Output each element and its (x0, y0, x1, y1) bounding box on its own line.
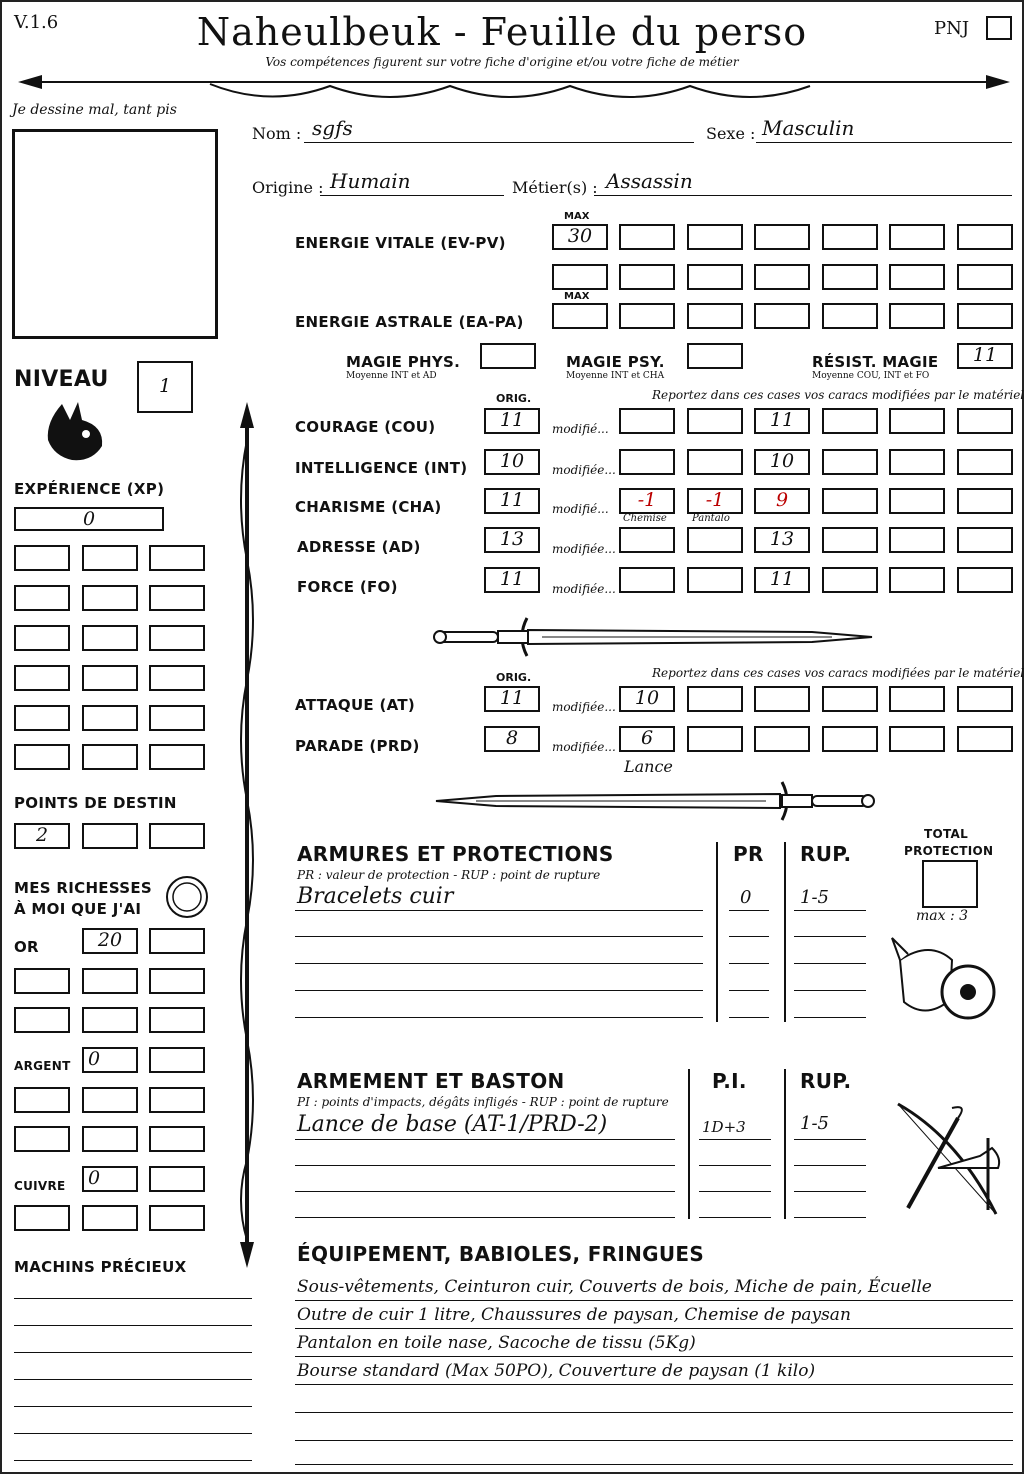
xp-cell[interactable] (149, 665, 205, 691)
helmet-shield-icon (890, 930, 1000, 1040)
at-cell[interactable] (957, 686, 1013, 712)
destin-cell[interactable] (149, 823, 205, 849)
ea-max-label: MAX (564, 291, 590, 302)
int-cell[interactable]: 10 (754, 449, 810, 475)
fo-cell[interactable]: 11 (754, 567, 810, 593)
metier-value[interactable]: Assassin (606, 169, 693, 193)
resist-magie-note: Moyenne COU, INT et FO (812, 371, 930, 381)
ea-label: ENERGIE ASTRALE (EA-PA) (295, 313, 524, 331)
or-cell[interactable] (14, 968, 70, 994)
xp-cell[interactable] (149, 705, 205, 731)
prd-cell[interactable] (889, 726, 945, 752)
xp-cell[interactable] (82, 585, 138, 611)
cha-cell[interactable]: -1 (619, 488, 675, 514)
cou-label: COURAGE (COU) (295, 418, 436, 436)
xp-cell[interactable] (149, 744, 205, 770)
fo-cell[interactable] (957, 567, 1013, 593)
destin-cell[interactable] (82, 823, 138, 849)
total-protection-label-2: PROTECTION (904, 844, 994, 858)
resist-magie-box[interactable]: 11 (957, 343, 1013, 369)
xp-cell[interactable] (149, 545, 205, 571)
ea-box[interactable] (754, 303, 810, 329)
or-cell[interactable] (14, 1007, 70, 1033)
or-cell[interactable] (149, 928, 205, 954)
pnj-checkbox[interactable] (986, 16, 1012, 40)
combat-report-note: Reportez dans ces cases vos caracs modifiées par le matériel (652, 666, 1024, 680)
sexe-label: Sexe : (706, 124, 756, 143)
xp-cell[interactable] (14, 744, 70, 770)
cou-modif-label: modifié... (552, 422, 609, 436)
cha-cell[interactable] (889, 488, 945, 514)
at-cell[interactable] (687, 686, 743, 712)
cha-note-pantalon: Pantalo (692, 513, 730, 524)
ev-box[interactable] (822, 264, 878, 290)
argent-cell[interactable] (82, 1126, 138, 1152)
prd-weapon-note: Lance (624, 757, 673, 776)
machins-label: MACHINS PRÉCIEUX (14, 1258, 187, 1276)
ev-box[interactable] (957, 264, 1013, 290)
fo-cell[interactable] (687, 567, 743, 593)
sword-divider-icon (432, 614, 877, 660)
ev-box[interactable] (889, 264, 945, 290)
sheet-title: Naheulbeuk - Feuille du perso (196, 10, 808, 54)
prd-orig-box[interactable]: 8 (484, 726, 540, 752)
ad-cell[interactable] (822, 527, 878, 553)
ev-box[interactable] (822, 224, 878, 250)
int-modif-label: modifiée... (552, 463, 616, 477)
equipement-line[interactable]: Sous-vêtements, Ceinturon cuir, Couverts de bois, Miche de pain, Écuelle (297, 1277, 932, 1297)
fo-cell[interactable] (889, 567, 945, 593)
prd-cell[interactable] (822, 726, 878, 752)
ad-cell[interactable] (889, 527, 945, 553)
prd-cell[interactable] (754, 726, 810, 752)
cou-orig-box[interactable]: 11 (484, 408, 540, 434)
total-protection-max: max : 3 (916, 908, 969, 924)
argent-cell[interactable] (149, 1126, 205, 1152)
armement-note: PI : points d'impacts, dégâts infligés - RUP : point de rupture (297, 1095, 669, 1109)
ev-box[interactable] (957, 224, 1013, 250)
dragon-icon (42, 396, 110, 468)
cha-cell[interactable] (957, 488, 1013, 514)
at-cell[interactable] (754, 686, 810, 712)
magie-psy-label: MAGIE PSY. (566, 353, 665, 371)
orig-label: ORIG. (496, 392, 532, 405)
niveau-box[interactable]: 1 (137, 361, 193, 413)
origine-value[interactable]: Humain (330, 169, 411, 193)
richesses-label-2: À MOI QUE J'AI (14, 900, 142, 918)
int-orig-box[interactable]: 10 (484, 449, 540, 475)
argent-cell[interactable] (82, 1087, 138, 1113)
xp-cell[interactable] (82, 744, 138, 770)
argent-label: ARGENT (14, 1059, 71, 1073)
or-box[interactable]: 20 (82, 928, 138, 954)
origine-label: Origine : (252, 178, 324, 197)
prd-modif-label: modifiée... (552, 740, 616, 754)
ad-label: ADRESSE (AD) (297, 538, 421, 556)
combat-orig-label: ORIG. (496, 671, 532, 684)
cha-note-chemise: Chemise (623, 513, 667, 524)
argent-cell[interactable] (149, 1087, 205, 1113)
cou-cell[interactable] (687, 408, 743, 434)
int-cell[interactable] (957, 449, 1013, 475)
coin-icon (164, 874, 210, 920)
cou-cell[interactable] (619, 408, 675, 434)
armures-title: ARMURES ET PROTECTIONS (297, 842, 614, 866)
portrait-box[interactable] (12, 129, 218, 339)
arme-rup[interactable]: 1-5 (800, 1113, 829, 1134)
cha-orig-box[interactable]: 11 (484, 488, 540, 514)
ad-cell[interactable] (957, 527, 1013, 553)
ea-box[interactable] (619, 303, 675, 329)
xp-label: EXPÉRIENCE (XP) (14, 480, 165, 498)
ea-box[interactable] (957, 303, 1013, 329)
argent-cell[interactable] (14, 1126, 70, 1152)
destin-cell[interactable]: 2 (14, 823, 70, 849)
fo-orig-box[interactable]: 11 (484, 567, 540, 593)
total-protection-box[interactable] (922, 860, 978, 908)
ea-box[interactable] (889, 303, 945, 329)
or-cell[interactable] (149, 968, 205, 994)
xp-cell[interactable] (82, 705, 138, 731)
armure-rup[interactable]: 1-5 (800, 887, 829, 908)
or-cell[interactable] (82, 968, 138, 994)
xp-cell[interactable] (14, 705, 70, 731)
xp-cell[interactable] (14, 545, 70, 571)
cha-label: CHARISME (CHA) (295, 498, 442, 516)
prd-cell[interactable]: 6 (619, 726, 675, 752)
ev-label: ENERGIE VITALE (EV-PV) (295, 234, 506, 252)
armures-rup-header: RUP. (800, 842, 852, 866)
version-label: V.1.6 (14, 12, 59, 33)
ad-modif-label: modifiée... (552, 542, 616, 556)
xp-cell[interactable] (14, 665, 70, 691)
cuivre-cell[interactable] (149, 1166, 205, 1192)
ev-box[interactable] (754, 264, 810, 290)
portrait-caption: Je dessine mal, tant pis (12, 102, 177, 118)
ev-box[interactable] (889, 224, 945, 250)
ea-max-box[interactable] (552, 303, 608, 329)
nom-label: Nom : (252, 124, 302, 143)
cha-modif-label: modifié... (552, 502, 609, 516)
ad-cell[interactable] (619, 527, 675, 553)
xp-cell[interactable] (82, 625, 138, 651)
xp-box[interactable]: 0 (14, 507, 164, 531)
prd-cell[interactable] (687, 726, 743, 752)
ev-max-box[interactable]: 30 (552, 224, 608, 250)
int-label: INTELLIGENCE (INT) (295, 459, 468, 477)
equipement-line[interactable]: Pantalon en toile nase, Sacoche de tissu (5Kg) (297, 1333, 696, 1353)
magie-psy-box[interactable] (687, 343, 743, 369)
vertical-spear-icon (232, 400, 262, 1270)
equipement-line[interactable]: Outre de cuir 1 litre, Chaussures de paysan, Chemise de paysan (297, 1305, 851, 1325)
fo-cell[interactable] (619, 567, 675, 593)
magie-psy-note: Moyenne INT et CHA (566, 371, 665, 381)
argent-cell[interactable] (149, 1047, 205, 1073)
argent-box[interactable]: 0 (82, 1047, 138, 1073)
or-cell[interactable] (82, 1007, 138, 1033)
arme-pi[interactable]: 1D+3 (702, 1118, 746, 1136)
prd-cell[interactable] (957, 726, 1013, 752)
cha-cell[interactable] (822, 488, 878, 514)
arme-name[interactable]: Lance de base (AT-1/PRD-2) (297, 1112, 608, 1137)
nom-value[interactable]: sgfs (312, 116, 353, 140)
argent-cell[interactable] (14, 1087, 70, 1113)
sexe-value[interactable]: Masculin (762, 116, 855, 140)
sword-divider-icon (432, 778, 877, 824)
int-cell[interactable] (822, 449, 878, 475)
at-label: ATTAQUE (AT) (295, 696, 416, 714)
int-cell[interactable] (889, 449, 945, 475)
cuivre-label: CUIVRE (14, 1179, 66, 1193)
pr-header: PR (733, 842, 764, 866)
at-cell[interactable]: 10 (619, 686, 675, 712)
richesses-label-1: MES RICHESSES (14, 879, 153, 897)
cha-cell[interactable]: 9 (754, 488, 810, 514)
pnj-label: PNJ (934, 18, 970, 39)
fo-cell[interactable] (822, 567, 878, 593)
at-cell[interactable] (889, 686, 945, 712)
prd-label: PARADE (PRD) (295, 737, 420, 755)
ev-box[interactable] (552, 264, 608, 290)
at-cell[interactable] (822, 686, 878, 712)
ea-box[interactable] (822, 303, 878, 329)
xp-cell[interactable] (14, 625, 70, 651)
weapons-icon (888, 1098, 1008, 1222)
xp-cell[interactable] (82, 545, 138, 571)
report-note: Reportez dans ces cases vos caracs modifiées par le matériel (652, 388, 1024, 402)
ad-cell[interactable]: 13 (754, 527, 810, 553)
ea-box[interactable] (687, 303, 743, 329)
cuivre-cell[interactable] (149, 1205, 205, 1231)
fo-modif-label: modifiée... (552, 582, 616, 596)
at-modif-label: modifiée... (552, 700, 616, 714)
total-protection-label-1: TOTAL (924, 827, 969, 841)
xp-cell[interactable] (82, 665, 138, 691)
armure-name[interactable]: Bracelets cuir (297, 884, 454, 909)
cou-cell[interactable] (889, 408, 945, 434)
cou-cell[interactable] (822, 408, 878, 434)
ev-box[interactable] (754, 224, 810, 250)
cuivre-box[interactable]: 0 (82, 1166, 138, 1192)
or-cell[interactable] (149, 1007, 205, 1033)
fo-label: FORCE (FO) (297, 578, 398, 596)
sheet-subtitle: Vos compétences figurent sur votre fiche d'origine et/ou votre fiche de métier (265, 55, 739, 69)
armure-pr[interactable]: 0 (740, 887, 752, 908)
cou-cell[interactable]: 11 (754, 408, 810, 434)
armures-note: PR : valeur de protection - RUP : point de rupture (297, 868, 601, 882)
resist-magie-label: RÉSIST. MAGIE (812, 353, 939, 371)
magie-phys-label: MAGIE PHYS. (346, 353, 461, 371)
ev-max-label: MAX (564, 211, 590, 222)
ev-box[interactable] (687, 224, 743, 250)
ev-box[interactable] (619, 224, 675, 250)
cou-cell[interactable] (957, 408, 1013, 434)
xp-cell[interactable] (149, 625, 205, 651)
niveau-label: NIVEAU (14, 367, 109, 392)
magie-phys-note: Moyenne INT et AD (346, 371, 437, 381)
ad-orig-box[interactable]: 13 (484, 527, 540, 553)
magie-phys-box[interactable] (480, 343, 536, 369)
ad-cell[interactable] (687, 527, 743, 553)
cuivre-cell[interactable] (82, 1205, 138, 1231)
metier-label: Métier(s) : (512, 178, 598, 197)
cuivre-cell[interactable] (14, 1205, 70, 1231)
int-cell[interactable] (687, 449, 743, 475)
pi-header: P.I. (712, 1069, 747, 1093)
at-orig-box[interactable]: 11 (484, 686, 540, 712)
equipement-title: ÉQUIPEMENT, BABIOLES, FRINGUES (297, 1242, 705, 1266)
cha-cell[interactable]: -1 (687, 488, 743, 514)
xp-cell[interactable] (14, 585, 70, 611)
armement-title: ARMEMENT ET BASTON (297, 1069, 565, 1093)
xp-cell[interactable] (149, 585, 205, 611)
ev-box[interactable] (619, 264, 675, 290)
armement-rup-header: RUP. (800, 1069, 852, 1093)
ev-box[interactable] (687, 264, 743, 290)
equipement-line[interactable]: Bourse standard (Max 50PO), Couverture de paysan (1 kilo) (297, 1361, 816, 1381)
destin-label: POINTS DE DESTIN (14, 794, 177, 812)
or-label: OR (14, 938, 39, 956)
int-cell[interactable] (619, 449, 675, 475)
